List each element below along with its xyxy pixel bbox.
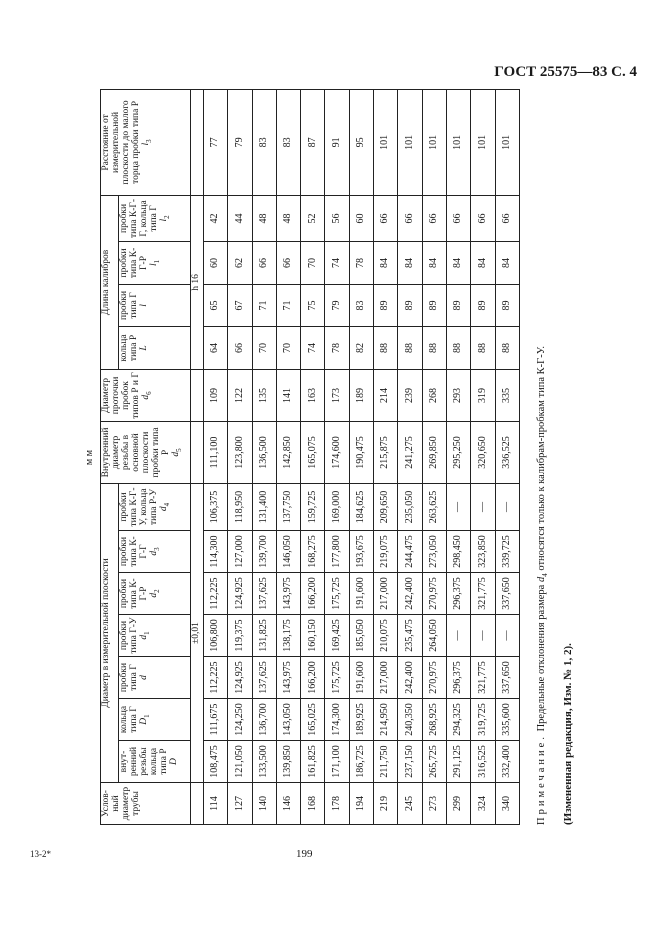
table-cell: 101 (471, 89, 495, 195)
table-cell: 269,850 (422, 421, 446, 483)
table-cell: 84 (374, 241, 398, 284)
table-cell: 71 (276, 284, 300, 326)
table-row (252, 89, 276, 824)
table-row (203, 89, 227, 824)
table-cell: 122 (228, 369, 252, 421)
table-cell: 174,300 (325, 699, 349, 741)
table-cell: 235,475 (398, 615, 422, 657)
table-cell: 64 (203, 326, 227, 369)
table-cell: 138,175 (276, 615, 300, 657)
table-cell: 242,400 (398, 573, 422, 615)
table-cell: 109 (203, 369, 227, 421)
table-cell: 245 (398, 783, 422, 825)
table-cell: 165,075 (301, 421, 325, 483)
table-cell: 77 (203, 89, 227, 195)
table-cell: — (495, 483, 519, 530)
table-cell: 211,750 (374, 741, 398, 783)
document-header: ГОСТ 25575—83 С. 4 (494, 64, 637, 80)
table-cell: 84 (422, 241, 446, 284)
table-cell: 101 (398, 89, 422, 195)
table-cell: 89 (446, 284, 470, 326)
table-cell: 268,925 (422, 699, 446, 741)
page-code: 13-2* (30, 849, 51, 859)
table-cell: 89 (495, 284, 519, 326)
table-cell: 111,675 (203, 699, 227, 741)
table-row (471, 89, 495, 824)
table-cell: 270,975 (422, 657, 446, 699)
table-cell: 194 (349, 783, 373, 825)
table-cell: 219,075 (374, 531, 398, 573)
tolerance-row-blank (191, 369, 204, 421)
table-cell: 319,725 (471, 699, 495, 741)
table-cell: 52 (301, 195, 325, 241)
tolerance-diameter: ±0,01 (191, 483, 204, 782)
table-cell: 66 (276, 241, 300, 284)
table-cell: 193,675 (349, 531, 373, 573)
table-cell: 79 (228, 89, 252, 195)
table-cell: 146 (276, 783, 300, 825)
table-cell: 65 (203, 284, 227, 326)
table-cell: 321,775 (471, 657, 495, 699)
table-cell: 168,275 (301, 531, 325, 573)
table-cell: 88 (471, 326, 495, 369)
table-cell: 48 (276, 195, 300, 241)
table-cell: 291,125 (446, 741, 470, 783)
table-cell: 66 (471, 195, 495, 241)
table-cell: 185,050 (349, 615, 373, 657)
table-cell: 184,625 (349, 483, 373, 530)
table-cell: 88 (422, 326, 446, 369)
table-cell: 60 (203, 241, 227, 284)
table-cell: 119,375 (228, 615, 252, 657)
table-cell: 143,975 (276, 573, 300, 615)
header-plug-d3: пробки типа К-Г-Г $d_3$ (119, 531, 191, 573)
table-cell: 131,400 (252, 483, 276, 530)
table-cell: 139,850 (276, 741, 300, 783)
table-cell: 332,400 (495, 741, 519, 783)
table-cell: 323,850 (471, 531, 495, 573)
table-row (301, 89, 325, 824)
table-row (446, 89, 470, 824)
header-group-length: Длина калибров (101, 195, 119, 369)
table-cell: — (446, 615, 470, 657)
header-inner-diameter-D: внут-ренний резьбы кольца типа Р D (119, 741, 191, 783)
table-cell: 139,700 (252, 531, 276, 573)
table-cell: 299 (446, 783, 470, 825)
table-cell: 88 (446, 326, 470, 369)
table-cell: 217,000 (374, 657, 398, 699)
table-cell: 79 (325, 284, 349, 326)
table-cell: — (471, 615, 495, 657)
table-cell: 127 (228, 783, 252, 825)
table-cell: — (446, 483, 470, 530)
table-cell: 242,400 (398, 657, 422, 699)
table-cell: 84 (398, 241, 422, 284)
table-cell: 137,750 (276, 483, 300, 530)
table-cell: 70 (252, 326, 276, 369)
header-group-measuring-plane: Диаметр в измерительной плоскости (101, 483, 119, 782)
table-cell: 88 (374, 326, 398, 369)
note-text-after: относятся только к калибрам-пробкам типа К-Г-У. (536, 345, 547, 571)
table-cell: 135 (252, 369, 276, 421)
table-cell: 173 (325, 369, 349, 421)
table-cell: 175,725 (325, 573, 349, 615)
table-cell: 71 (252, 284, 276, 326)
table-cell: 265,725 (422, 741, 446, 783)
table-cell: 296,375 (446, 573, 470, 615)
table-cell: 263,625 (422, 483, 446, 530)
note-symbol: d (536, 576, 547, 583)
table-cell: 74 (325, 241, 349, 284)
table-cell: 191,600 (349, 657, 373, 699)
table-cell: 89 (471, 284, 495, 326)
table-cell: 127,000 (228, 531, 252, 573)
table-cell: 189 (349, 369, 373, 421)
table-cell: 62 (228, 241, 252, 284)
header-plug-d: пробки типа Г d (119, 657, 191, 699)
table-cell: 66 (374, 195, 398, 241)
table-cell: 56 (325, 195, 349, 241)
table-cell: 191,600 (349, 573, 373, 615)
table-cell: 137,625 (252, 657, 276, 699)
table-cell: 163 (301, 369, 325, 421)
table-body (203, 89, 519, 824)
table-cell: 136,500 (252, 421, 276, 483)
table-cell: 143,975 (276, 657, 300, 699)
table-row (374, 89, 398, 824)
table-cell: 101 (422, 89, 446, 195)
table-cell: 66 (446, 195, 470, 241)
table-cell: 296,375 (446, 657, 470, 699)
table-cell: 178 (325, 783, 349, 825)
table-cell: 133,500 (252, 741, 276, 783)
table-cell: 44 (228, 195, 252, 241)
table-cell: 337,650 (495, 657, 519, 699)
table-cell: 136,700 (252, 699, 276, 741)
table-cell: 66 (422, 195, 446, 241)
table-cell: 273,050 (422, 531, 446, 573)
table-cell: 141 (276, 369, 300, 421)
table-cell: 42 (203, 195, 227, 241)
table-cell: 84 (446, 241, 470, 284)
header-plug-d4: пробки типа К-Г-У, кольца типа Р-У $d_4$ (119, 483, 191, 530)
table-cell: 66 (495, 195, 519, 241)
table-row (495, 89, 519, 824)
header-ring-D1: кольца типа Г $D_1$ (119, 699, 191, 741)
table-cell: 237,150 (398, 741, 422, 783)
rotated-content-area (84, 90, 661, 825)
header-distance-l3: Расстояние от измерительной плоскости до малого торца пробки типа Р $l_3$ (101, 89, 191, 195)
table-cell: 84 (471, 241, 495, 284)
table-cell: 264,050 (422, 615, 446, 657)
table-cell: 335 (495, 369, 519, 421)
header-inner-thread-d5: Внутренний диаметр резьбы в основной плоскости пробки типа Р $d_5$ (101, 421, 191, 483)
table-cell: 112,225 (203, 657, 227, 699)
table-cell: 270,975 (422, 573, 446, 615)
table-cell: 140 (252, 783, 276, 825)
gauge-dimensions-table (100, 89, 520, 825)
table-cell: 70 (276, 326, 300, 369)
table-cell: 146,050 (276, 531, 300, 573)
table-cell: 273 (422, 783, 446, 825)
table-cell: — (471, 483, 495, 530)
table-cell: 78 (325, 326, 349, 369)
table-cell: 320,650 (471, 421, 495, 483)
note-label: Примечание. (536, 734, 547, 825)
table-cell: 112,225 (203, 573, 227, 615)
header-groove-d6: Диаметр проточки пробок типов Р и Г $d_6$ (101, 369, 191, 421)
table-cell: 114 (203, 783, 227, 825)
table-cell: 161,825 (301, 741, 325, 783)
table-cell: 189,925 (349, 699, 373, 741)
page-number: 199 (296, 848, 313, 860)
table-cell: 174,600 (325, 421, 349, 483)
edition-note: (Измененная редакция, Изм. № 1, 2). (562, 643, 574, 825)
header-nominal-diameter: Услов-ный диаметр трубы (101, 783, 191, 825)
header-plug-d2: пробки типа К-Г-Р $d_2$ (119, 573, 191, 615)
table-cell: 336,525 (495, 421, 519, 483)
table-cell: 91 (325, 89, 349, 195)
table-cell: — (495, 615, 519, 657)
table-cell: 101 (495, 89, 519, 195)
table-cell: 106,375 (203, 483, 227, 530)
table-cell: 137,625 (252, 573, 276, 615)
tolerance-length: h 16 (191, 195, 204, 369)
table-cell: 321,775 (471, 573, 495, 615)
table-cell: 171,100 (325, 741, 349, 783)
table-cell: 78 (349, 241, 373, 284)
table-cell: 337,650 (495, 573, 519, 615)
table-cell: 169,000 (325, 483, 349, 530)
header-plug-l1: пробки типа К-Г-Р $l_1$ (119, 241, 191, 284)
table-cell: 177,800 (325, 531, 349, 573)
table-cell: 84 (495, 241, 519, 284)
table-cell: 214,950 (374, 699, 398, 741)
table-cell: 166,200 (301, 573, 325, 615)
note-text-before: Предельные отклонения размера (536, 584, 547, 732)
table-cell: 60 (349, 195, 373, 241)
table-cell: 244,475 (398, 531, 422, 573)
table-cell: 95 (349, 89, 373, 195)
landscape-page (84, 90, 650, 825)
table-cell: 83 (349, 284, 373, 326)
table-cell: 169,425 (325, 615, 349, 657)
table-cell: 168 (301, 783, 325, 825)
table-cell: 215,875 (374, 421, 398, 483)
table-cell: 217,000 (374, 573, 398, 615)
table-cell: 74 (301, 326, 325, 369)
table-cell: 88 (398, 326, 422, 369)
table-cell: 66 (228, 326, 252, 369)
table-cell: 324 (471, 783, 495, 825)
table-row (398, 89, 422, 824)
table-cell: 131,825 (252, 615, 276, 657)
table-cell: 118,950 (228, 483, 252, 530)
header-plug-l2: пробки типа К-Г-Г, кольца типа Г $l_2$ (119, 195, 191, 241)
note-symbol-sub: 4 (541, 573, 550, 577)
table-cell: 67 (228, 284, 252, 326)
table-cell: 241,275 (398, 421, 422, 483)
table-cell: 335,600 (495, 699, 519, 741)
table-cell: 114,300 (203, 531, 227, 573)
table-cell: 210,075 (374, 615, 398, 657)
table-cell: 124,250 (228, 699, 252, 741)
footnote (536, 90, 549, 825)
table-cell: 101 (446, 89, 470, 195)
table-cell: 166,200 (301, 657, 325, 699)
table-cell: 89 (398, 284, 422, 326)
table-cell: 121,050 (228, 741, 252, 783)
table-cell: 87 (301, 89, 325, 195)
table-cell: 143,050 (276, 699, 300, 741)
table-cell: 111,100 (203, 421, 227, 483)
header-ring-L: кольца типа Р L (119, 326, 191, 369)
table-cell: 219 (374, 783, 398, 825)
table-cell: 298,450 (446, 531, 470, 573)
table-cell: 316,525 (471, 741, 495, 783)
table-cell: 82 (349, 326, 373, 369)
table-cell: 89 (374, 284, 398, 326)
header-plug-l: пробки типа Г l (119, 284, 191, 326)
table-cell: 159,725 (301, 483, 325, 530)
tolerance-row-blank (191, 421, 204, 483)
table-cell: 160,150 (301, 615, 325, 657)
table-cell: 106,800 (203, 615, 227, 657)
table-cell: 295,250 (446, 421, 470, 483)
table-cell: 209,650 (374, 483, 398, 530)
units-label: м м (84, 449, 95, 466)
table-cell: 89 (422, 284, 446, 326)
table-cell: 75 (301, 284, 325, 326)
table-cell: 142,850 (276, 421, 300, 483)
table-cell: 48 (252, 195, 276, 241)
table-row (325, 89, 349, 824)
table-cell: 293 (446, 369, 470, 421)
table-cell: 66 (252, 241, 276, 284)
table-row (276, 89, 300, 824)
table-cell: 268 (422, 369, 446, 421)
table-cell: 340 (495, 783, 519, 825)
table-cell: 83 (276, 89, 300, 195)
tolerance-row-blank (191, 783, 204, 825)
table-cell: 124,925 (228, 657, 252, 699)
table-cell: 124,925 (228, 573, 252, 615)
table-cell: 123,800 (228, 421, 252, 483)
table-cell: 240,350 (398, 699, 422, 741)
table-row (349, 89, 373, 824)
table-cell: 108,475 (203, 741, 227, 783)
table-row (228, 89, 252, 824)
table-cell: 175,725 (325, 657, 349, 699)
table-cell: 83 (252, 89, 276, 195)
table-cell: 239 (398, 369, 422, 421)
table-cell: 101 (374, 89, 398, 195)
table-cell: 214 (374, 369, 398, 421)
table-cell: 235,050 (398, 483, 422, 530)
table-cell: 339,725 (495, 531, 519, 573)
table-cell: 319 (471, 369, 495, 421)
table-cell: 186,725 (349, 741, 373, 783)
table-cell: 165,025 (301, 699, 325, 741)
tolerance-row-blank (191, 89, 204, 195)
table-row (422, 89, 446, 824)
header-plug-d1: пробки типа Г-У $d_1$ (119, 615, 191, 657)
table-cell: 190,475 (349, 421, 373, 483)
table-cell: 66 (398, 195, 422, 241)
table-cell: 88 (495, 326, 519, 369)
table-cell: 70 (301, 241, 325, 284)
table-cell: 294,325 (446, 699, 470, 741)
